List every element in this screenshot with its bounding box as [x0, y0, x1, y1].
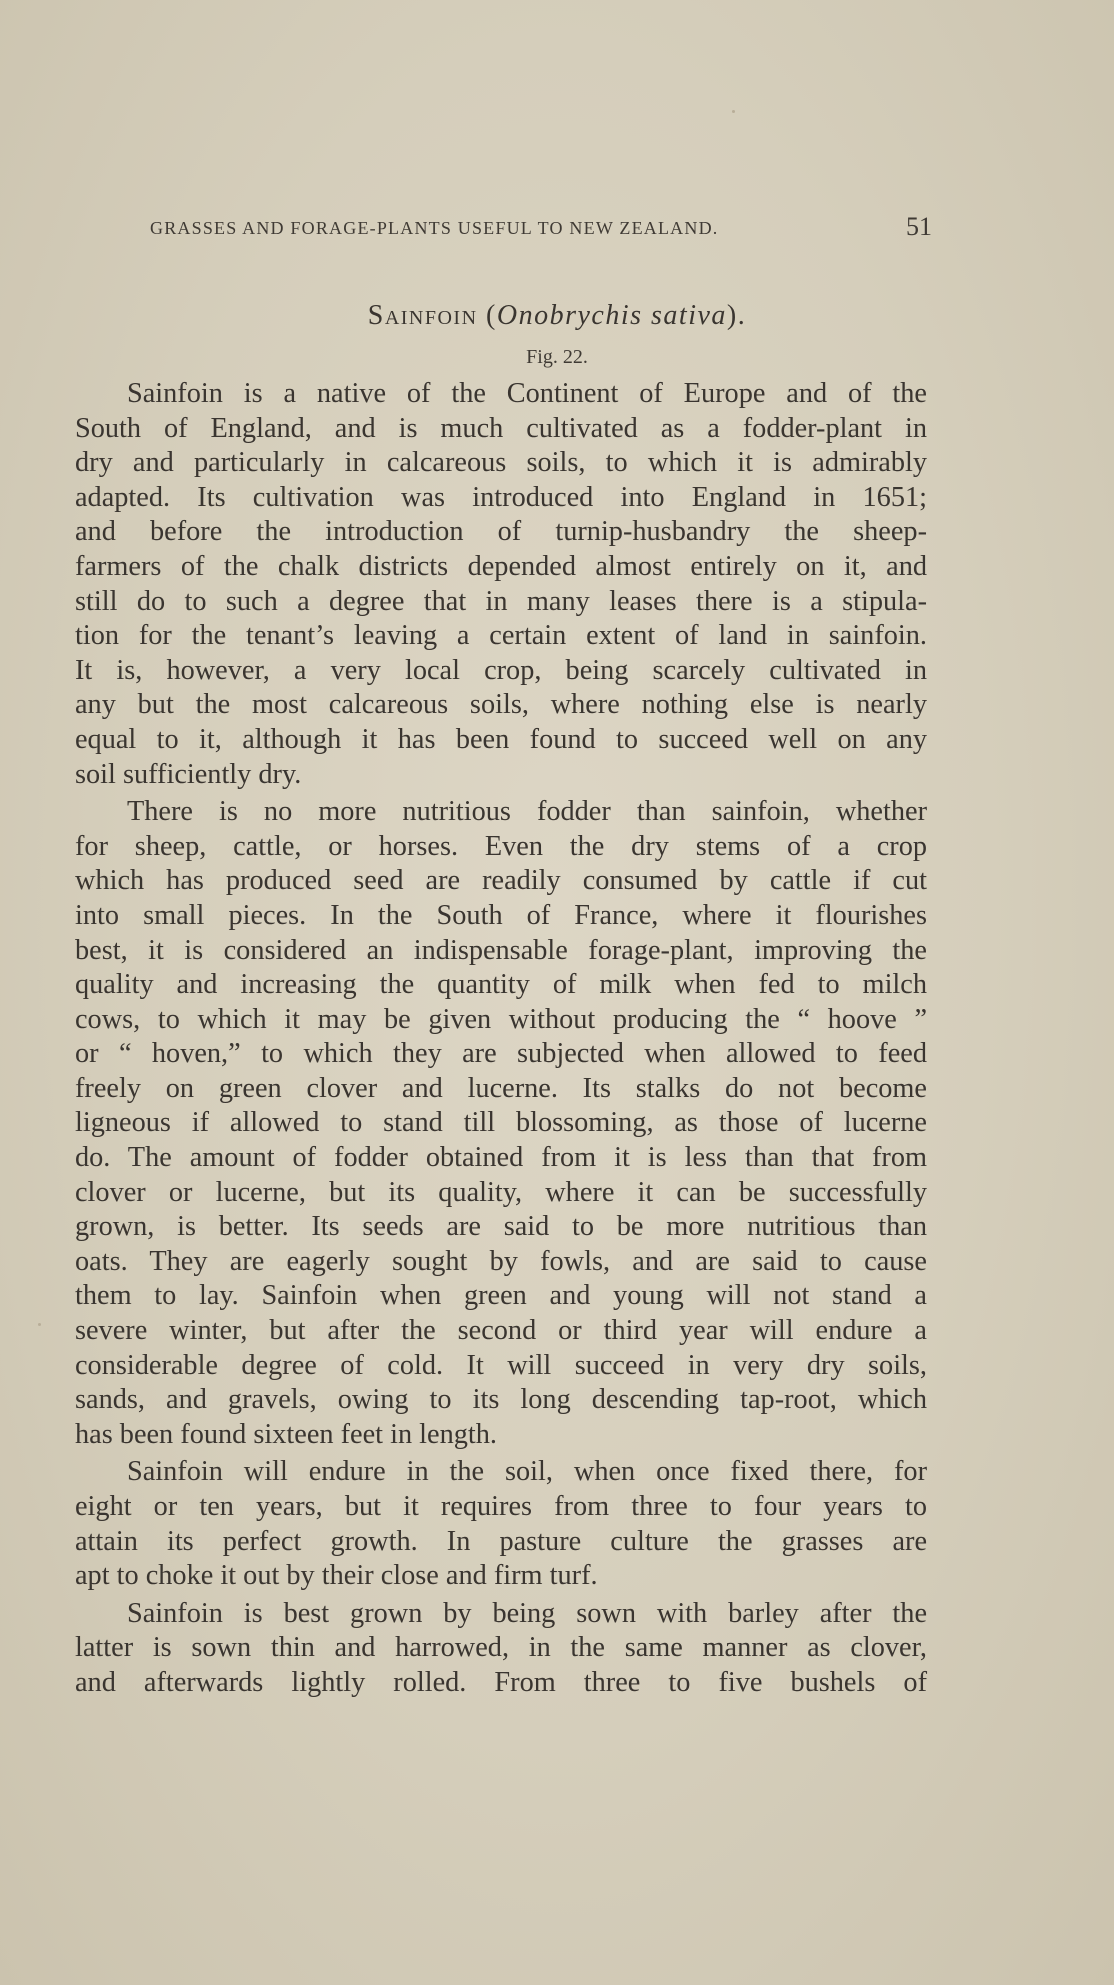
text-line: into small pieces. In the South of France, where it flourishes	[75, 899, 927, 931]
text-line: still do to such a degree that in many leases there is a stipula-	[75, 585, 927, 617]
text-line: eight or ten years, but it requires from three to four years to	[75, 1491, 927, 1522]
text-line: farmers of the chalk districts depended almost entirely on it, and	[75, 550, 927, 582]
paragraph	[75, 795, 927, 1452]
figure-reference: Fig. 22.	[526, 346, 588, 368]
text-line: best, it is considered an indispensable forage-plant, improving the	[75, 934, 927, 966]
text-line: adapted. Its cultivation was introduced into England in 1651;	[75, 481, 927, 513]
text-line: or “ hoven,” to which they are subjected when allowed to feed	[75, 1038, 927, 1070]
text-line: Sainfoin is a native of the Continent of Europe and of the	[127, 378, 927, 409]
text-line: which has produced seed are readily consumed by cattle if cut	[75, 865, 927, 897]
section-title-open-paren: (	[477, 300, 497, 331]
text-line: tion for the tenant’s leaving a certain extent of land in sainfoin.	[75, 620, 927, 652]
section-title-close-paren: ).	[726, 300, 747, 331]
section-title	[0, 300, 1114, 332]
paragraph	[75, 1455, 927, 1593]
text-line: Sainfoin will endure in the soil, when once fixed there, for	[127, 1456, 927, 1488]
text-line: apt to choke it out by their close and firm turf.	[75, 1560, 598, 1592]
text-line: and before the introduction of turnip-husbandry the sheep-	[75, 516, 927, 548]
text-line: has been found sixteen feet in length.	[75, 1418, 497, 1450]
text-line: latter is sown thin and harrowed, in the same manner as clover,	[75, 1632, 927, 1664]
text-line: South of England, and is much cultivated as a fodder-plant in	[75, 412, 927, 444]
text-line: oats. They are eagerly sought by fowls, and are said to cause	[75, 1245, 927, 1277]
text-line: ligneous if allowed to stand till blossoming, as those of lucerne	[75, 1107, 927, 1139]
text-line: attain its perfect growth. In pasture culture the grasses are	[75, 1525, 927, 1557]
section-title-latin-name: Onobrychis sativa	[496, 300, 727, 331]
text-line: It is, however, a very local crop, being scarcely cultivated in	[75, 654, 927, 686]
text-line: clover or lucerne, but its quality, where it can be successfully	[75, 1176, 927, 1208]
running-header	[150, 214, 932, 246]
paper-speck	[732, 110, 735, 113]
text-line: do. The amount of fodder obtained from it is less than that from	[75, 1142, 927, 1174]
text-line: soil sufficiently dry.	[75, 758, 302, 790]
text-line: them to lay. Sainfoin when green and young will not stand a	[75, 1280, 927, 1312]
paragraph	[75, 377, 927, 792]
text-line: dry and particularly in calcareous soils, to which it is admirably	[75, 447, 927, 479]
text-line: cows, to which it may be given without producing the “ hoove ”	[75, 1003, 927, 1035]
text-line: for sheep, cattle, or horses. Even the dry stems of a crop	[75, 830, 927, 862]
text-line: equal to it, although it has been found to succeed well on any	[75, 723, 927, 755]
paragraph	[75, 1597, 927, 1701]
paper-speck	[38, 1323, 41, 1326]
section-title-name: Sainfoin	[367, 300, 478, 331]
running-title: GRASSES AND FORAGE-PLANTS USEFUL TO NEW ZEALAND.	[150, 218, 719, 238]
text-line: severe winter, but after the second or third year will endure a	[75, 1315, 927, 1347]
text-line: quality and increasing the quantity of milk when fed to milch	[75, 969, 927, 1001]
text-line: freely on green clover and lucerne. Its stalks do not become	[75, 1072, 927, 1104]
text-line: There is no more nutritious fodder than sainfoin, whether	[127, 796, 927, 828]
text-line: grown, is better. Its seeds are said to be more nutritious than	[75, 1211, 927, 1243]
text-line: sands, and gravels, owing to its long descending tap-root, which	[75, 1384, 927, 1416]
text-line: and afterwards lightly rolled. From three to five bushels of	[75, 1666, 927, 1698]
text-line: considerable degree of cold. It will succeed in very dry soils,	[75, 1349, 927, 1381]
page-number: 51	[906, 212, 932, 241]
text-line: any but the most calcareous soils, where nothing else is nearly	[75, 689, 927, 721]
body-text	[75, 377, 927, 1701]
text-line: Sainfoin is best grown by being sown with barley after the	[127, 1597, 927, 1629]
